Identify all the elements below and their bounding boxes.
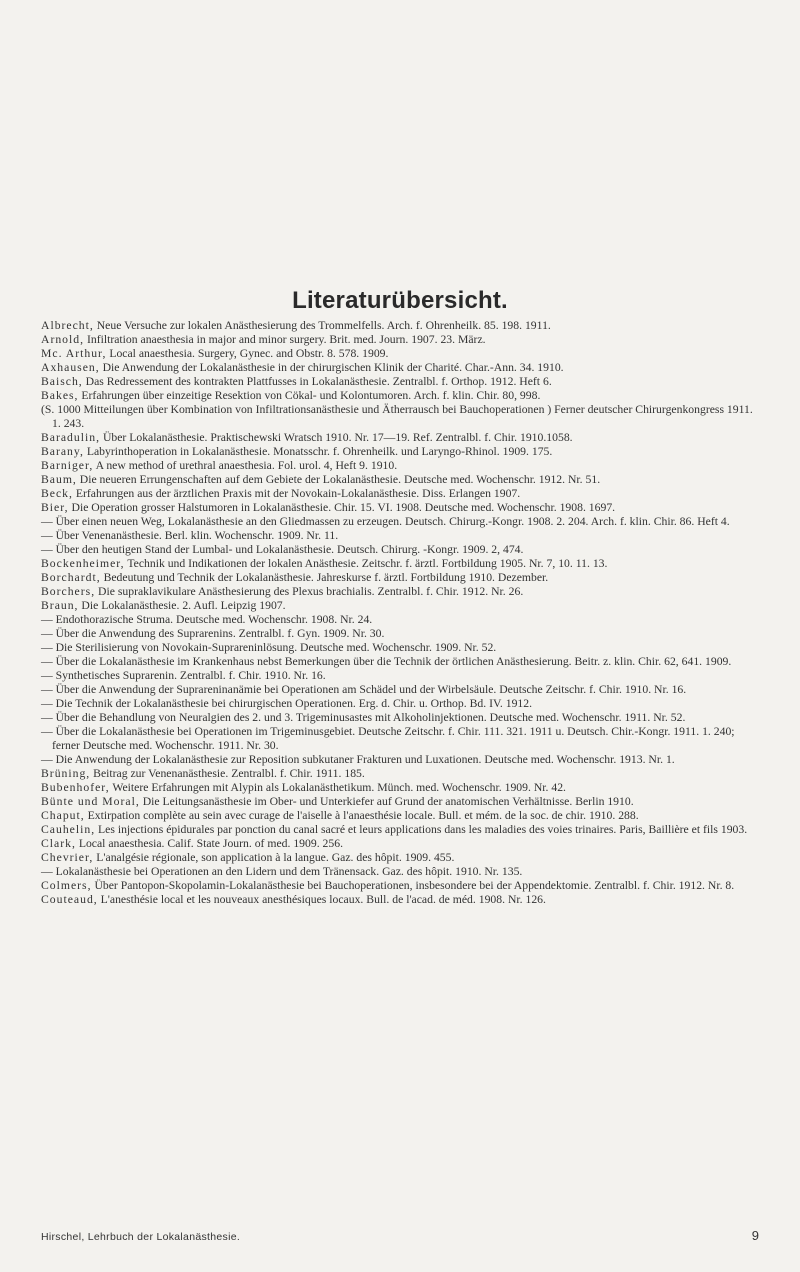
reference-entry: [41, 697, 763, 711]
reference-entry: [41, 837, 763, 851]
reference-entry: [41, 319, 763, 333]
reference-text: Weitere Erfahrungen mit Alypin als Lokalanästhetikum. Münch. med. Wochenschr. 1909. Nr. 42.: [109, 781, 566, 794]
reference-text: Neue Versuche zur lokalen Anästhesierung des Trommelfells. Arch. f. Ohrenheilk. 85. 198. 1911.: [93, 319, 551, 332]
reference-author: Cauhelin,: [41, 823, 96, 836]
reference-entry: [41, 529, 763, 543]
reference-text: Über Pantopon-Skopolamin-Lokalanästhesie bei Bauchoperationen, insbesondere bei der Appendektomie. Zentralbl. f. Chir. 1912. Nr. 8.: [91, 879, 735, 892]
reference-text: Die Operation grosser Halstumoren in Lokalanästhesie. Chir. 15. VI. 1908. Deutsche med. Wochenschr. 1908. 1697.: [68, 501, 616, 514]
reference-author: Bünte und Moral,: [41, 795, 140, 808]
reference-author: Barniger,: [41, 459, 94, 472]
reference-author: Baum,: [41, 473, 77, 486]
reference-text: Die Lokalanästhesie. 2. Aufl. Leipzig 1907.: [78, 599, 286, 612]
reference-entry: [41, 753, 763, 767]
reference-entry: [41, 361, 763, 375]
reference-author: Bier,: [41, 501, 69, 514]
reference-entry: [41, 543, 763, 557]
reference-text: Les injections épidurales par ponction du canal sacré et leurs applications dans les maladies des voies trinaires. Paris, Baillière et fils 1903.: [95, 823, 748, 836]
reference-entry: [41, 879, 763, 893]
reference-entry: [41, 669, 763, 683]
reference-text: — Die Technik der Lokalanästhesie bei chirurgischen Operationen. Erg. d. Chir. u. Orthop. Bd. IV. 1912.: [41, 697, 533, 710]
reference-entry: [41, 809, 763, 823]
reference-author: Bubenhofer,: [41, 781, 110, 794]
reference-author: Bakes,: [41, 389, 79, 402]
reference-text: Infiltration anaesthesia in major and minor surgery. Brit. med. Journ. 1907. 23. März.: [84, 333, 486, 346]
reference-author: Colmers,: [41, 879, 92, 892]
reference-entry: [41, 333, 763, 347]
reference-text: — Die Sterilisierung von Novokain-Suprareninlösung. Deutsche med. Wochenschr. 1909. Nr. 52.: [41, 641, 497, 654]
reference-text: — Über die Anwendung der Suprareninanämie bei Operationen am Schädel und der Wirbelsäule. Deutsche Zeitschr. f. Chir. 1910. Nr. 16.: [41, 683, 687, 696]
reference-entry: [41, 711, 763, 725]
page-footer: [41, 1228, 763, 1243]
reference-text: — Über die Lokalanästhesie bei Operationen im Trigeminusgebiet. Deutsche Zeitschr. f. Chir. 111. 321. 1911 u. Deutsch. Chir.-Kongr. 1911. 1. 240; ferner Deutsche med. Wochenschr. 1911. Nr. 30.: [41, 725, 735, 752]
reference-note: (S. 1000 Mitteilungen über Kombination von Infiltrationsanästhesie und Ätherrausch bei Bauchoperationen ) Ferner deutscher Chirurgenkongress 1911. 1. 243.: [41, 403, 753, 430]
reference-text: Extirpation complète au sein avec curage de l'aiselle à l'anaesthésie locale. Bull. et mém. de la soc. de chir. 1910. 288.: [84, 809, 639, 822]
reference-text: — Über die Anwendung des Suprarenins. Zentralbl. f. Gyn. 1909. Nr. 30.: [41, 627, 385, 640]
reference-author: Brüning,: [41, 767, 91, 780]
reference-entry: [41, 851, 763, 865]
reference-text: — Über Venenanästhesie. Berl. klin. Wochenschr. 1909. Nr. 11.: [41, 529, 339, 542]
reference-entry: [41, 473, 763, 487]
reference-text: — Endothorazische Struma. Deutsche med. Wochenschr. 1908. Nr. 24.: [41, 613, 373, 626]
reference-entry: [41, 375, 763, 389]
reference-entry: [41, 725, 763, 753]
reference-text: A new method of urethral anaesthesia. Fol. urol. 4, Heft 9. 1910.: [93, 459, 398, 472]
reference-text: Erfahrungen über einzeitige Resektion von Cökal- und Kolontumoren. Arch. f. klin. Chir. 80, 998.: [78, 389, 541, 402]
reference-text: Bedeutung und Technik der Lokalanästhesie. Jahreskurse f. ärztl. Fortbildung 1910. Dezember.: [100, 571, 549, 584]
reference-entry: [41, 487, 763, 501]
reference-author: Borchers,: [41, 585, 96, 598]
reference-author: Couteaud,: [41, 893, 98, 906]
reference-entry: [41, 347, 763, 361]
reference-text: Beitrag zur Venenanästhesie. Zentralbl. f. Chir. 1911. 185.: [90, 767, 365, 780]
reference-entry: [41, 781, 763, 795]
reference-text: — Die Anwendung der Lokalanästhesie zur Reposition subkutaner Frakturen und Luxationen. Deutsche med. Wochenschr. 1913. Nr. 1.: [41, 753, 675, 766]
reference-text: Technik und Indikationen der lokalen Anästhesie. Zeitschr. f. ärztl. Fortbildung 1905. Nr. 7, 10. 11. 13.: [124, 557, 608, 570]
reference-entry: [41, 501, 763, 515]
reference-text: Über Lokalanästhesie. Praktischewski Wratsch 1910. Nr. 17—19. Ref. Zentralbl. f. Chir. 1910.1058.: [100, 431, 573, 444]
reference-text: Erfahrungen aus der ärztlichen Praxis mit der Novokain-Lokalanästhesie. Diss. Erlangen 1907.: [72, 487, 521, 500]
reference-text: L'analgésie régionale, son application à la langue. Gaz. des hôpit. 1909. 455.: [93, 851, 455, 864]
reference-entry: [41, 515, 763, 529]
reference-text: — Über einen neuen Weg, Lokalanästhesie an den Gliedmassen zu erzeugen. Deutsch. Chirurg.-Kongr. 1908. 2. 204. Arch. f. klin. Chir. 86. Heft 4.: [41, 515, 730, 528]
reference-text: Die Anwendung der Lokalanästhesie in der chirurgischen Klinik der Charité. Char.-Ann. 34. 1910.: [99, 361, 564, 374]
reference-text: Labyrinthoperation in Lokalanästhesie. Monatsschr. f. Ohrenheilk. und Laryngo-Rhinol. 1909. 175.: [83, 445, 553, 458]
reference-entry: [41, 795, 763, 809]
reference-entry: [41, 767, 763, 781]
reference-entry: [41, 599, 763, 613]
reference-text: — Lokalanästhesie bei Operationen an den Lidern und dem Tränensack. Gaz. des hôpit. 1910. Nr. 135.: [41, 865, 523, 878]
reference-author: Bockenheimer,: [41, 557, 125, 570]
reference-entry: [41, 389, 763, 403]
page-number: 9: [751, 1228, 759, 1243]
reference-author: Borchardt,: [41, 571, 101, 584]
reference-entry: [41, 431, 763, 445]
reference-author: Arnold,: [41, 333, 85, 346]
reference-entry: [41, 585, 763, 599]
reference-entry: [41, 683, 763, 697]
reference-text: L'anesthésie local et les nouveaux anesthésiques locaux. Bull. de l'acad. de méd. 1908. Nr. 126.: [97, 893, 546, 906]
reference-entry: [41, 893, 763, 907]
reference-text: Die Leitungsanästhesie im Ober- und Unterkiefer auf Grund der anatomischen Verhältnisse. Berlin 1910.: [139, 795, 634, 808]
reference-author: Mc. Arthur,: [41, 347, 107, 360]
reference-text: — Über die Behandlung von Neuralgien des 2. und 3. Trigeminusastes mit Alkoholinjektionen. Deutsche med. Wochenschr. 1911. Nr. 52.: [41, 711, 686, 724]
reference-text: Local anaesthesia. Calif. State Journ. of med. 1909. 256.: [75, 837, 344, 850]
reference-entry: [41, 627, 763, 641]
reference-entry: [41, 445, 763, 459]
reference-entry: [41, 571, 763, 585]
reference-author: Beck,: [41, 487, 73, 500]
reference-text: Die supraklavikulare Anästhesierung des Plexus brachialis. Zentralbl. f. Chir. 1912. Nr. 26.: [95, 585, 524, 598]
reference-author: Axhausen,: [41, 361, 100, 374]
reference-text: — Synthetisches Suprarenin. Zentralbl. f. Chir. 1910. Nr. 16.: [41, 669, 326, 682]
reference-list: [41, 319, 763, 907]
reference-entry: [41, 865, 763, 879]
reference-text: — Über den heutigen Stand der Lumbal- und Lokalanästhesie. Deutsch. Chirurg. -Kongr. 1909. 2, 474.: [41, 543, 524, 556]
reference-author: Braun,: [41, 599, 79, 612]
reference-entry: [41, 557, 763, 571]
reference-author: Baisch,: [41, 375, 83, 388]
reference-entry: [41, 641, 763, 655]
reference-text: — Über die Lokalanästhesie im Krankenhaus nebst Bemerkungen über die Technik der örtlichen Anästhesierung. Beitr. z. klin. Chir. 62, 641. 1909.: [41, 655, 732, 668]
reference-entry: [41, 655, 763, 669]
reference-entry: [41, 613, 763, 627]
reference-author: Barany,: [41, 445, 84, 458]
reference-author: Baradulin,: [41, 431, 101, 444]
reference-author: Clark,: [41, 837, 76, 850]
reference-entry: [41, 459, 763, 473]
reference-entry: [41, 823, 763, 837]
reference-text: Local anaesthesia. Surgery, Gynec. and Obstr. 8. 578. 1909.: [106, 347, 389, 360]
page-title: Literaturübersicht.: [292, 287, 508, 314]
reference-author: Chaput,: [41, 809, 85, 822]
reference-text: Die neueren Errungenschaften auf dem Gebiete der Lokalanästhesie. Deutsche med. Wochenschr. 1912. Nr. 51.: [76, 473, 601, 486]
reference-author: Chevrier,: [41, 851, 94, 864]
reference-text: Das Redressement des kontrakten Plattfusses in Lokalanästhesie. Zentralbl. f. Orthop. 1912. Heft 6.: [82, 375, 552, 388]
running-head: Hirschel, Lehrbuch der Lokalanästhesie.: [41, 1231, 241, 1243]
reference-author: Albrecht,: [41, 319, 94, 332]
